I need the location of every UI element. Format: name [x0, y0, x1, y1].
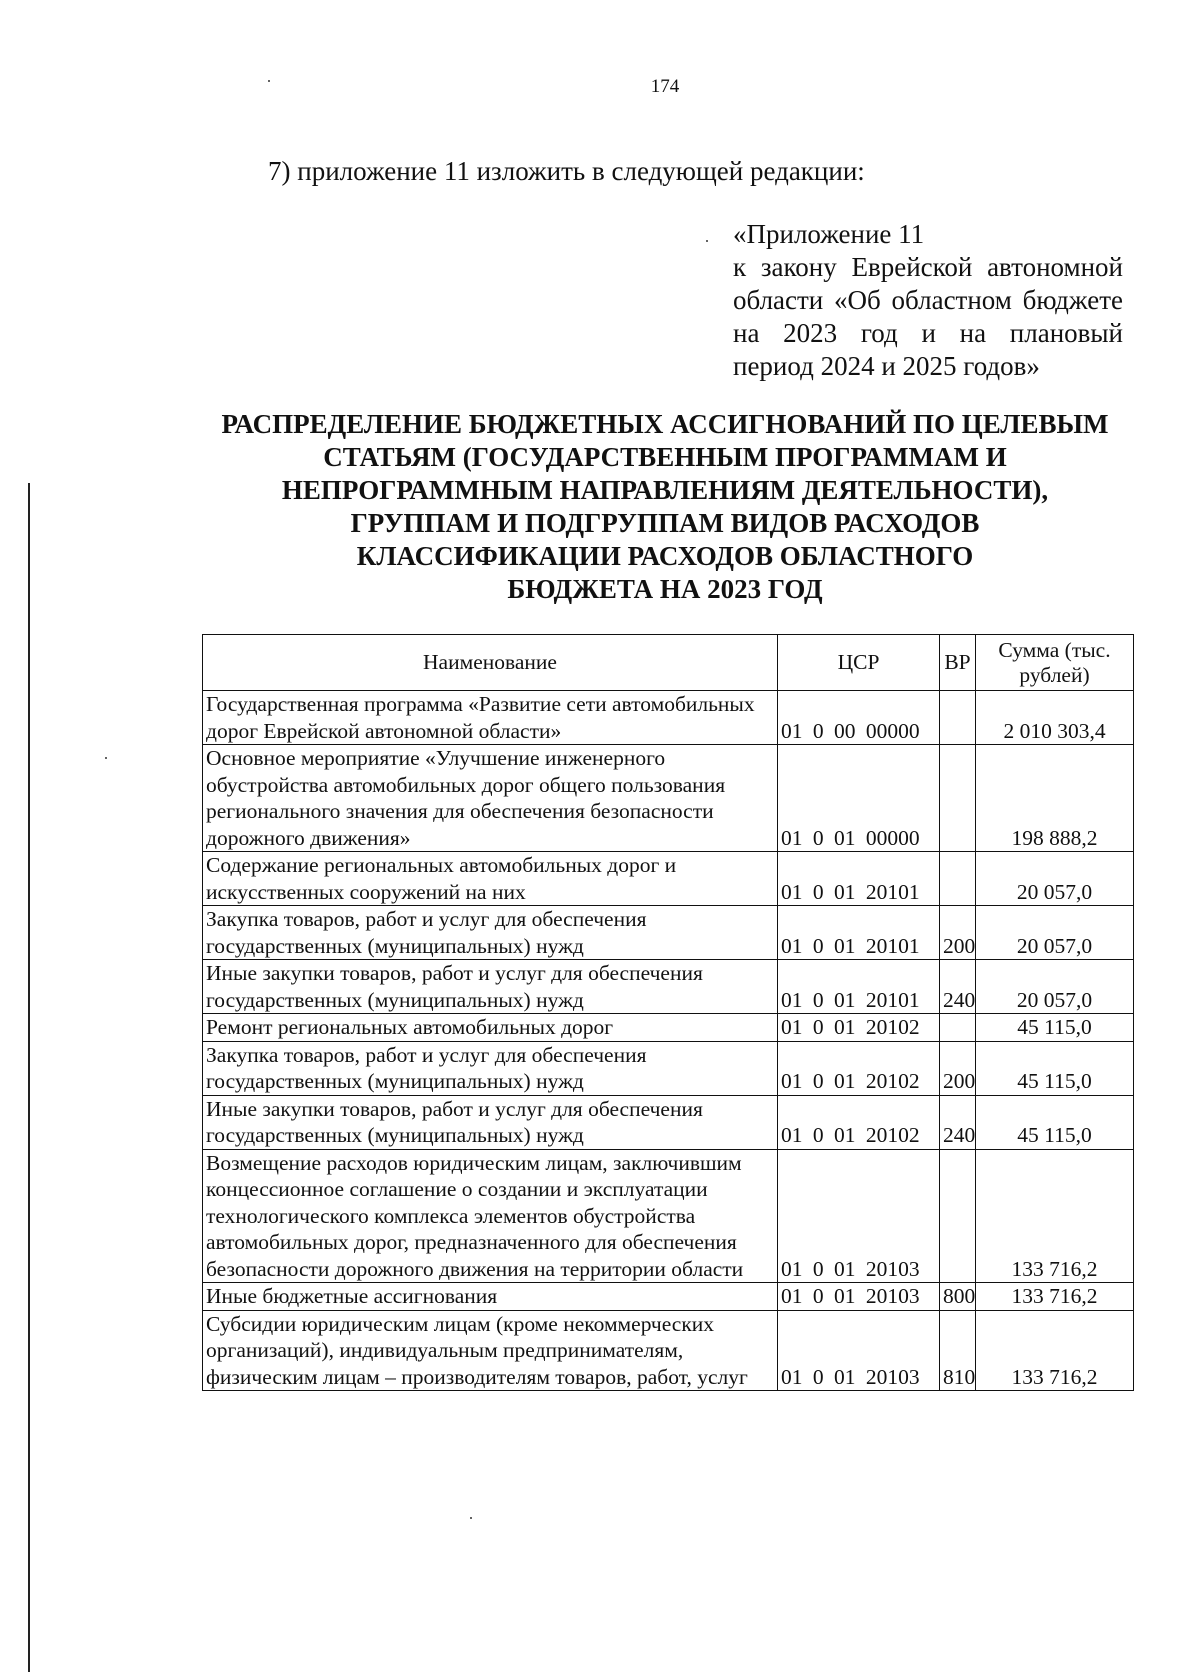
page-number: 174 — [650, 76, 680, 97]
cell-csr: 01 0 00 00000 — [778, 691, 940, 745]
budget-table — [202, 634, 1134, 1391]
cell-sum: 45 115,0 — [976, 1014, 1134, 1042]
table-row — [203, 1014, 1134, 1042]
cell-vr: 240 — [940, 960, 976, 1014]
cell-csr: 01 0 01 20102 — [778, 1095, 940, 1149]
cell-name: Закупка товаров, работ и услуг для обеспечения государственных (муниципальных) нужд — [203, 1041, 778, 1095]
cell-sum: 20 057,0 — [976, 960, 1134, 1014]
cell-name: Иные бюджетные ассигнования — [203, 1283, 778, 1311]
header-csr: ЦСР — [778, 635, 940, 691]
scan-margin-line — [28, 483, 30, 1672]
cell-vr: 800 — [940, 1283, 976, 1311]
table-row — [203, 745, 1134, 852]
title-line: КЛАССИФИКАЦИИ РАСХОДОВ ОБЛАСТНОГО — [356, 541, 974, 571]
cell-vr — [940, 745, 976, 852]
annex-line: области «Об областном бюджете — [733, 285, 1123, 315]
cell-name: Основное мероприятие «Улучшение инженерного обустройства автомобильных дорог общего пользования регионального значения для обеспечения безопасности дорожного движения» — [203, 745, 778, 852]
cell-csr: 01 0 01 20103 — [778, 1310, 940, 1391]
annex-line: на 2023 год и на плановый — [733, 318, 1123, 348]
cell-sum: 133 716,2 — [976, 1310, 1134, 1391]
table-row — [203, 1041, 1134, 1095]
cell-vr — [940, 852, 976, 906]
header-vr: ВР — [940, 635, 976, 691]
annex-line: период 2024 и 2025 годов» — [733, 351, 1040, 381]
table-row — [203, 960, 1134, 1014]
cell-vr: 240 — [940, 1095, 976, 1149]
scan-speck — [105, 757, 107, 759]
table-row — [203, 852, 1134, 906]
cell-name: Содержание региональных автомобильных дорог и искусственных сооружений на них — [203, 852, 778, 906]
title-line: СТАТЬЯМ (ГОСУДАРСТВЕННЫМ ПРОГРАММАМ И — [323, 442, 1007, 472]
scan-speck — [470, 1517, 472, 1519]
cell-vr — [940, 1014, 976, 1042]
annex-line: к закону Еврейской автономной — [733, 252, 1123, 282]
header-sum: Сумма (тыс. рублей) — [976, 635, 1134, 691]
cell-vr — [940, 691, 976, 745]
table-row — [203, 1283, 1134, 1311]
cell-name: Иные закупки товаров, работ и услуг для обеспечения государственных (муниципальных) нужд — [203, 1095, 778, 1149]
cell-name: Субсидии юридическим лицам (кроме некоммерческих организаций), индивидуальным предпринимателям, физическим лицам – производителям товаров, работ, услуг — [203, 1310, 778, 1391]
cell-sum: 198 888,2 — [976, 745, 1134, 852]
table-row — [203, 906, 1134, 960]
annex-line: «Приложение 11 — [733, 219, 925, 249]
cell-name: Государственная программа «Развитие сети автомобильных дорог Еврейской автономной области» — [203, 691, 778, 745]
document-title — [195, 408, 1135, 606]
cell-sum: 20 057,0 — [976, 906, 1134, 960]
cell-csr: 01 0 01 20101 — [778, 852, 940, 906]
cell-vr: 200 — [940, 906, 976, 960]
cell-sum: 45 115,0 — [976, 1095, 1134, 1149]
cell-name: Закупка товаров, работ и услуг для обеспечения государственных (муниципальных) нужд — [203, 906, 778, 960]
cell-csr: 01 0 01 20101 — [778, 960, 940, 1014]
annex-reference — [733, 218, 1123, 383]
cell-vr — [940, 1149, 976, 1283]
cell-csr: 01 0 01 20102 — [778, 1014, 940, 1042]
intro-paragraph: 7) приложение 11 изложить в следующей редакции: — [268, 156, 865, 186]
title-line: НЕПРОГРАММНЫМ НАПРАВЛЕНИЯМ ДЕЯТЕЛЬНОСТИ), — [281, 475, 1049, 505]
cell-csr: 01 0 01 20103 — [778, 1283, 940, 1311]
table-row — [203, 691, 1134, 745]
table-header-row — [203, 635, 1134, 691]
cell-csr: 01 0 01 20102 — [778, 1041, 940, 1095]
title-line: БЮДЖЕТА НА 2023 ГОД — [507, 574, 823, 604]
cell-csr: 01 0 01 20101 — [778, 906, 940, 960]
table-row — [203, 1310, 1134, 1391]
title-line: РАСПРЕДЕЛЕНИЕ БЮДЖЕТНЫХ АССИГНОВАНИЙ ПО ЦЕЛЕВЫМ — [221, 409, 1109, 439]
cell-sum: 133 716,2 — [976, 1283, 1134, 1311]
cell-sum: 45 115,0 — [976, 1041, 1134, 1095]
cell-name: Иные закупки товаров, работ и услуг для обеспечения государственных (муниципальных) нужд — [203, 960, 778, 1014]
cell-name: Ремонт региональных автомобильных дорог — [203, 1014, 778, 1042]
title-line: ГРУППАМ И ПОДГРУППАМ ВИДОВ РАСХОДОВ — [350, 508, 980, 538]
cell-vr: 810 — [940, 1310, 976, 1391]
cell-csr: 01 0 01 20103 — [778, 1149, 940, 1283]
header-name: Наименование — [203, 635, 778, 691]
table-row — [203, 1149, 1134, 1283]
table-row — [203, 1095, 1134, 1149]
cell-sum: 2 010 303,4 — [976, 691, 1134, 745]
cell-sum: 20 057,0 — [976, 852, 1134, 906]
cell-vr: 200 — [940, 1041, 976, 1095]
cell-csr: 01 0 01 00000 — [778, 745, 940, 852]
scan-speck — [706, 240, 708, 242]
cell-sum: 133 716,2 — [976, 1149, 1134, 1283]
cell-name: Возмещение расходов юридическим лицам, заключившим концессионное соглашение о создании и эксплуатации технологического комплекса элементов обустройства автомобильных дорог, предназначенного для обеспечения безопасности дорожного движения на территории области — [203, 1149, 778, 1283]
